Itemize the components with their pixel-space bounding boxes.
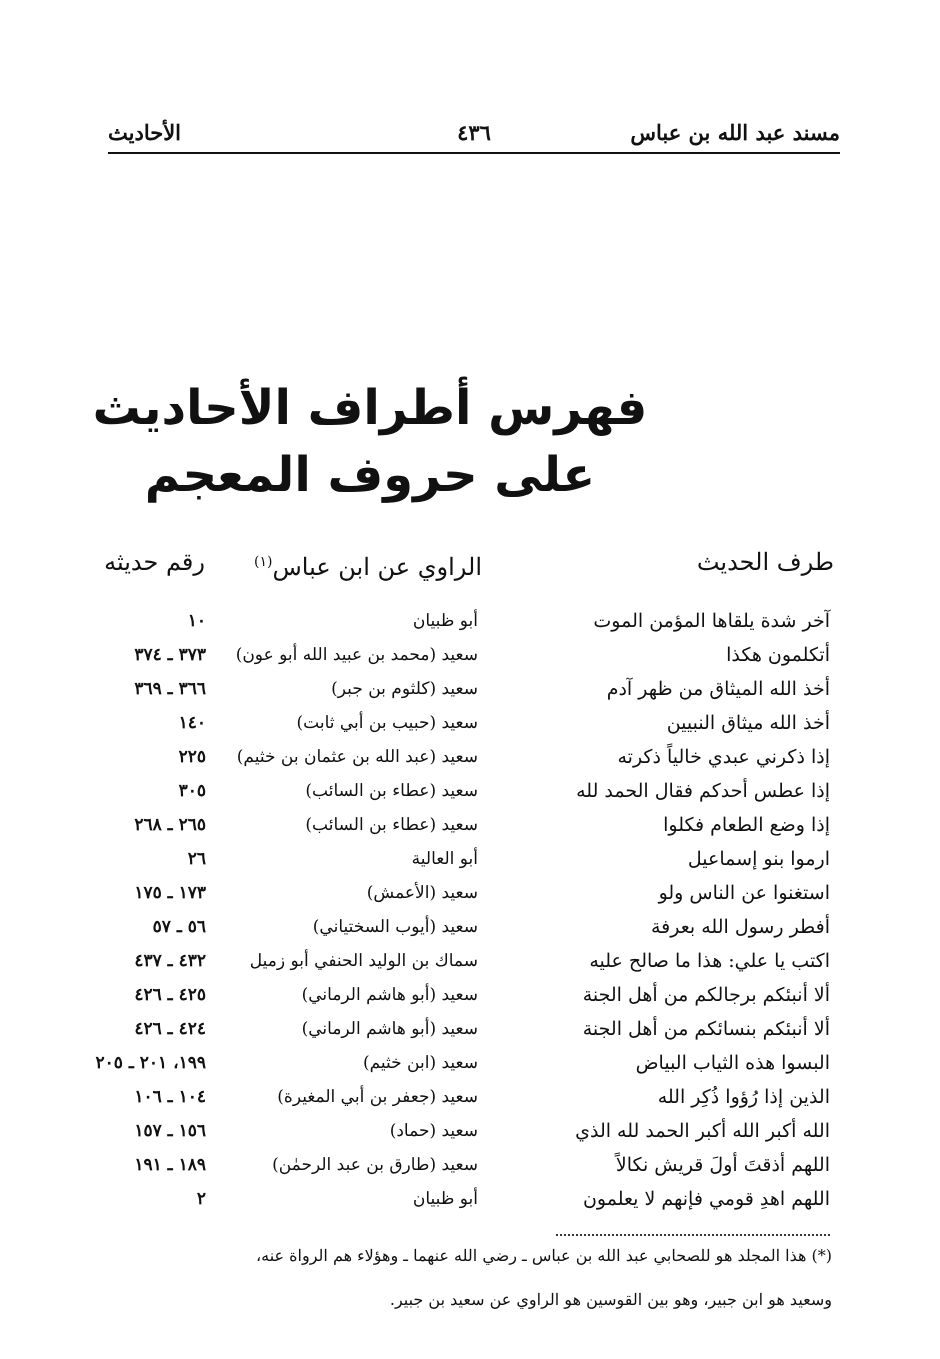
narrator-name: سعيد (حبيب بن أبي ثابت) xyxy=(296,713,478,733)
column-header-hadith: طرف الحديث xyxy=(696,548,834,576)
index-row xyxy=(0,944,940,978)
hadith-number: ٢ xyxy=(196,1189,206,1209)
hadith-text: أخذ الله الميثاق من ظهر آدم xyxy=(606,678,830,700)
index-row xyxy=(0,978,940,1012)
index-row xyxy=(0,740,940,774)
hadith-text: اللهم اهدِ قومي فإنهم لا يعلمون xyxy=(582,1188,830,1210)
index-row xyxy=(0,910,940,944)
hadith-number: ١٠٤ ـ ١٠٦ xyxy=(134,1087,206,1107)
index-row xyxy=(0,842,940,876)
column-header-narrator-label: الراوي عن ابن عباس xyxy=(272,553,482,581)
hadith-number: ٢٢٥ xyxy=(178,747,206,767)
hadith-number: ١٠ xyxy=(187,611,206,631)
narrator-name: سعيد (جعفر بن أبي المغيرة) xyxy=(277,1087,478,1107)
index-row xyxy=(0,1012,940,1046)
index-title-line-2: على حروف المعجم xyxy=(144,447,596,503)
narrator-name: سعيد (عطاء بن السائب) xyxy=(305,781,478,801)
hadith-number: ١٥٦ ـ ١٥٧ xyxy=(134,1121,206,1141)
hadith-number: ٣٧٣ ـ ٣٧٤ xyxy=(134,645,206,665)
hadith-number: ٤٣٢ ـ ٤٣٧ xyxy=(134,951,206,971)
index-row xyxy=(0,706,940,740)
hadith-text: إذا وضع الطعام فكلوا xyxy=(663,814,830,836)
section-title: الأحاديث xyxy=(108,120,182,145)
column-header-number: رقم حديثه xyxy=(104,548,205,576)
hadith-text: أفطر رسول الله بعرفة xyxy=(650,916,830,938)
narrator-name: سعيد (كلثوم بن جبر) xyxy=(331,679,478,699)
narrator-name: سعيد (عطاء بن السائب) xyxy=(305,815,478,835)
narrator-name: سعيد (عبد الله بن عثمان بن خثيم) xyxy=(236,747,478,767)
footnote-line-2: وسعيد هو ابن جبير، وهو بين القوسين هو الراوي عن سعيد بن جبير. xyxy=(389,1290,832,1309)
index-row xyxy=(0,638,940,672)
narrator-name: أبو ظبيان xyxy=(412,611,478,631)
index-row xyxy=(0,808,940,842)
page-number: ٤٣٦ xyxy=(457,120,491,145)
hadith-number: ٤٢٥ ـ ٤٢٦ xyxy=(134,985,206,1005)
narrator-name: سعيد (طارق بن عبد الرحمٰن) xyxy=(272,1155,478,1175)
hadith-text: استغنوا عن الناس ولو xyxy=(658,882,830,904)
hadith-index-list xyxy=(0,604,940,1216)
index-row xyxy=(0,672,940,706)
hadith-text: الله أكبر الله أكبر الحمد لله الذي xyxy=(575,1120,830,1142)
narrator-name: سعيد (ابن خثيم) xyxy=(362,1053,478,1073)
index-title-line-1: فهرس أطراف الأحاديث xyxy=(92,380,648,436)
narrator-name: أبو العالية xyxy=(411,849,478,869)
footnote-line-1: (*) هذا المجلد هو للصحابي عبد الله بن عباس ـ رضي الله عنهما ـ وهؤلاء هم الرواة عنه، xyxy=(255,1246,832,1265)
narrator-name: سعيد (محمد بن عبيد الله أبو عون) xyxy=(235,645,478,665)
narrator-name: سعيد (أبو هاشم الرماني) xyxy=(301,1019,478,1039)
narrator-name: سماك بن الوليد الحنفي أبو زميل xyxy=(249,951,478,971)
footnote-marker: (١) xyxy=(254,554,273,570)
narrator-name: سعيد (أيوب السختياني) xyxy=(312,917,478,937)
hadith-number: ٣٦٦ ـ ٣٦٩ xyxy=(134,679,206,699)
hadith-text: اكتب يا علي: هذا ما صالح عليه xyxy=(589,950,830,972)
hadith-text: ارموا بنو إسماعيل xyxy=(687,848,830,870)
index-row xyxy=(0,1114,940,1148)
index-row xyxy=(0,1080,940,1114)
index-row xyxy=(0,1148,940,1182)
hadith-number: ٢٦ xyxy=(187,849,206,869)
hadith-number: ٤٢٤ ـ ٤٢٦ xyxy=(134,1019,206,1039)
hadith-text: إذا عطس أحدكم فقال الحمد لله xyxy=(576,780,830,802)
index-row xyxy=(0,604,940,638)
hadith-number: ١٧٣ ـ ١٧٥ xyxy=(134,883,206,903)
hadith-number: ١٩٩، ٢٠١ ـ ٢٠٥ xyxy=(95,1053,206,1073)
hadith-text: اللهم أذقتَ أولَ قريش نكالاً xyxy=(615,1154,830,1176)
hadith-number: ٥٦ ـ ٥٧ xyxy=(152,917,206,937)
narrator-name: سعيد (الأعمش) xyxy=(366,883,478,903)
narrator-name: سعيد (حماد) xyxy=(389,1121,478,1141)
hadith-text: إذا ذكرني عبدي خالياً ذكرته xyxy=(617,746,830,768)
hadith-number: ٢٦٥ ـ ٢٦٨ xyxy=(134,815,206,835)
page-header xyxy=(108,118,840,158)
hadith-text: ألا أنبئكم برجالكم من أهل الجنة xyxy=(582,984,830,1006)
hadith-text: الذين إذا رُؤوا ذُكِر الله xyxy=(657,1086,830,1108)
hadith-text: ألا أنبئكم بنسائكم من أهل الجنة xyxy=(582,1018,830,1040)
hadith-number: ١٤٠ xyxy=(178,713,206,733)
hadith-text: أخذ الله ميثاق النبيين xyxy=(666,712,830,734)
hadith-number: ٣٠٥ xyxy=(178,781,206,801)
index-row xyxy=(0,774,940,808)
column-header-narrator xyxy=(254,545,482,584)
hadith-text: البسوا هذه الثياب البياض xyxy=(635,1052,830,1074)
hadith-text: أتكلمون هكذا xyxy=(726,644,830,666)
book-title: مسند عبد الله بن عباس xyxy=(630,120,840,145)
narrator-name: أبو ظبيان xyxy=(412,1189,478,1209)
index-row xyxy=(0,876,940,910)
narrator-name: سعيد (أبو هاشم الرماني) xyxy=(301,985,478,1005)
index-row xyxy=(0,1046,940,1080)
header-rule xyxy=(108,152,840,154)
index-row xyxy=(0,1182,940,1216)
hadith-text: آخر شدة يلقاها المؤمن الموت xyxy=(593,610,830,632)
hadith-number: ١٨٩ ـ ١٩١ xyxy=(134,1155,206,1175)
footnote-separator xyxy=(556,1234,830,1236)
